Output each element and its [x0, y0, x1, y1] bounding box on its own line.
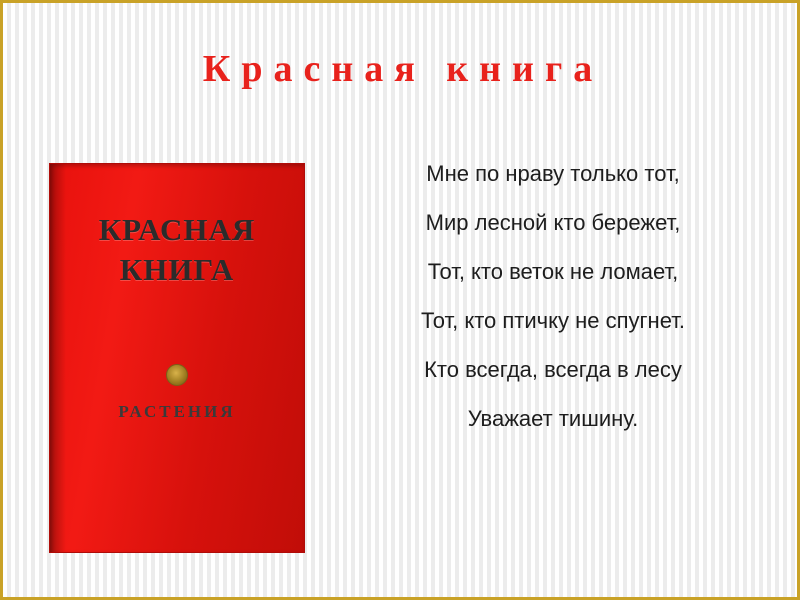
book-cover-subtitle: РАСТЕНИЯ [118, 402, 236, 421]
poem-line: Мир лесной кто бережет, [425, 210, 681, 235]
poem-line: Тот, кто птичку не спугнет. [421, 308, 685, 333]
poem-line: Тот, кто веток не ломает, [427, 259, 679, 284]
book-cover-title-line-1: КРАСНАЯ [98, 212, 256, 247]
poem-text [333, 163, 773, 430]
page-title: Красная книга [202, 48, 604, 90]
book-cover [49, 163, 305, 553]
book-cover-title-line-2: КНИГА [119, 251, 235, 287]
book-cover-image [49, 163, 305, 553]
poem-line: Мне по нраву только тот, [426, 161, 680, 186]
poem-line: Кто всегда, всегда в лесу [424, 357, 682, 382]
book-cover-title [50, 210, 304, 289]
poem-line: Уважает тишину. [467, 406, 639, 431]
circular-emblem-icon [166, 364, 188, 386]
